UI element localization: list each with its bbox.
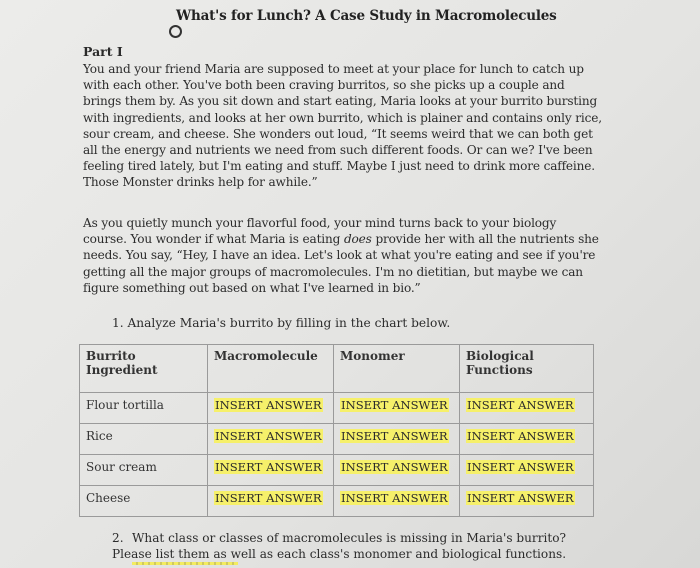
header-functions: Biological Functions (460, 345, 594, 393)
header-macromolecule: Macromolecule (208, 345, 334, 393)
monomer-cell[interactable] (334, 393, 460, 424)
answer-placeholder[interactable]: INSERT ANSWER (467, 491, 574, 505)
ingredient-cell: Sour cream (80, 455, 208, 486)
monomer-cell[interactable] (334, 424, 460, 455)
header-ingredient: Burrito Ingredient (80, 345, 208, 393)
answer-placeholder[interactable]: INSERT ANSWER (341, 398, 448, 412)
macromolecule-cell[interactable] (208, 424, 334, 455)
table-row (80, 486, 594, 517)
table-header-row (80, 345, 594, 393)
monomer-cell[interactable] (334, 486, 460, 517)
answer-placeholder[interactable]: INSERT ANSWER (341, 491, 448, 505)
functions-cell[interactable] (460, 424, 594, 455)
answer-placeholder[interactable]: INSERT ANSWER (215, 491, 322, 505)
functions-cell[interactable] (460, 455, 594, 486)
macromolecule-cell[interactable] (208, 486, 334, 517)
macromolecule-cell[interactable] (208, 393, 334, 424)
question-2 (112, 530, 602, 562)
macromolecule-chart (79, 344, 594, 517)
answer-placeholder[interactable]: INSERT ANSWER (215, 398, 322, 412)
paragraph-2-emphasis: does (343, 232, 372, 247)
answer-placeholder[interactable]: INSERT ANSWER (467, 460, 574, 474)
paragraph-2-after: provide her with all the nutrients she needs. You say, “Hey, I have an idea. Let's look at what you're eating and see if you're getting all the major groups of macromolecules. I'm no dietitian, but maybe we can figure something out based on what I've learned in bio.” (83, 232, 599, 295)
answer-placeholder[interactable]: INSERT ANSWER (467, 429, 574, 443)
header-monomer: Monomer (334, 345, 460, 393)
answer-placeholder[interactable]: INSERT ANSWER (215, 460, 322, 474)
table-row (80, 455, 594, 486)
question-1: 1. Analyze Maria's burrito by filling in the chart below. (112, 316, 451, 330)
ingredient-cell: Rice (80, 424, 208, 455)
answer-placeholder[interactable]: INSERT ANSWER (467, 398, 574, 412)
part-heading: Part I (83, 44, 123, 59)
macromolecule-cell[interactable] (208, 455, 334, 486)
functions-cell[interactable] (460, 393, 594, 424)
question-2-text: What class or classes of macromolecules is missing in Maria's burrito? Please list them as well as each class's monomer and biological functions. (112, 531, 567, 561)
answer-placeholder[interactable]: INSERT ANSWER (215, 429, 322, 443)
functions-cell[interactable] (460, 486, 594, 517)
paragraph-1: You and your friend Maria are supposed to meet at your place for lunch to catch up with each other. You've both been craving burritos, so she picks up a couple and brings them by. As you sit down and start eating, Maria looks at your burrito bursting with ingredients, and looks at her own burrito, which is plainer and contains only rice, sour cream, and cheese. She wonders out loud, “It seems weird that we can both get all the energy and nutrients we need from such different foods. Or can we? I've been feeling tired lately, but I'm eating and stuff. Maybe I just need to drink more caffeine. Those Monster drinks help for awhile.” (83, 62, 602, 190)
paragraph-2 (83, 215, 603, 296)
answer-placeholder[interactable]: INSERT ANSWER (341, 460, 448, 474)
document-title: What's for Lunch? A Case Study in Macromolecules (176, 8, 557, 24)
ingredient-cell: Flour tortilla (80, 393, 208, 424)
paragraph-2-before: As you quietly munch your flavorful food, your mind turns back to your biology course. You wonder if what Maria is eating (83, 216, 557, 247)
cursor-ring-icon (169, 25, 182, 38)
monomer-cell[interactable] (334, 455, 460, 486)
answer-highlight-strip (132, 562, 238, 565)
question-2-number: 2. (112, 531, 124, 545)
table-row (80, 393, 594, 424)
ingredient-cell: Cheese (80, 486, 208, 517)
table-row (80, 424, 594, 455)
answer-placeholder[interactable]: INSERT ANSWER (341, 429, 448, 443)
